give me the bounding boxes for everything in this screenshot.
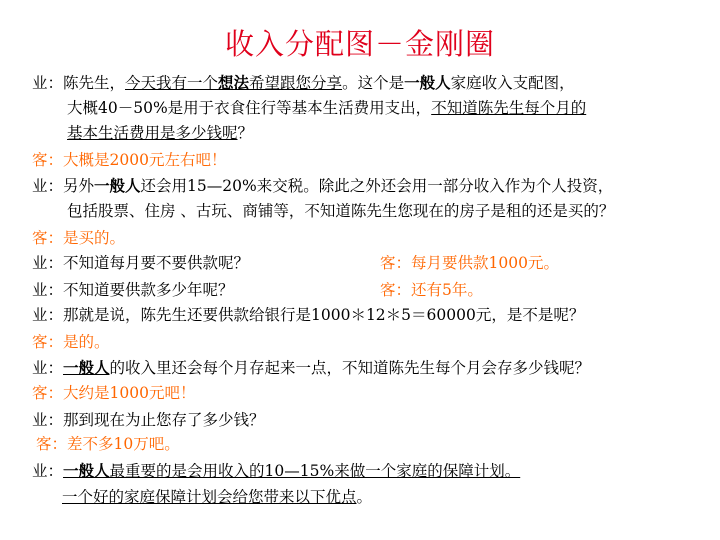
- dialog-line-8: [32, 253, 249, 273]
- dialog-line-4: [32, 150, 226, 170]
- customer-text: 客：还有5年。: [380, 281, 483, 299]
- bold-text: 一般人: [404, 73, 451, 92]
- underlined-text: 一个好的家庭保障计划会给您带来以下优点: [62, 488, 357, 506]
- bold-underlined-text: 一般人: [63, 461, 110, 480]
- slide-title: 收入分配图－金刚圈: [224, 27, 495, 61]
- bold-underlined-text: 想法: [218, 73, 250, 92]
- plain-text: 业：: [32, 359, 64, 377]
- plain-text: 家庭收入支配图，: [450, 74, 575, 92]
- plain-text: 业：另外: [32, 177, 95, 195]
- dialog-line-9: [32, 280, 234, 300]
- speaker-text: 业：陈先生，: [32, 74, 126, 92]
- dialog-line-6: [67, 201, 614, 221]
- customer-text: 客：大约是1000元吧！: [32, 384, 196, 402]
- underlined-text: 基本生活费用是多少钱呢: [67, 124, 238, 142]
- plain-text: 业：不知道每月要不要供款呢？: [32, 254, 250, 272]
- plain-text: 。: [356, 488, 373, 506]
- plain-text: 包括股票、住房 、古玩、商铺等，不知道陈先生您现在的房子是租的还是买的？: [67, 202, 615, 220]
- plain-text: 业：不知道要供款多少年呢？: [32, 281, 234, 299]
- dialog-line-5: [32, 176, 613, 196]
- dialog-line-10: [32, 305, 584, 325]
- customer-text: 客：是的。: [32, 333, 110, 351]
- bold-text: 一般人: [94, 176, 141, 195]
- plain-text: 业：那到现在为止您存了多少钱？: [32, 411, 265, 429]
- dialog-line-15: [36, 434, 180, 454]
- customer-text: 客：差不多10万吧。: [36, 435, 180, 453]
- customer-text: 客：大概是2000元左右吧！: [32, 151, 227, 169]
- plain-text: ？: [237, 124, 254, 142]
- plain-text: 大概40－50%是用于衣食住行等基本生活费用支出，: [67, 99, 432, 117]
- underlined-text: 不知道陈先生每个月的: [431, 99, 587, 117]
- dialog-line-2: [67, 98, 586, 118]
- dialog-line-7: [32, 228, 125, 248]
- dialog-line-14: [32, 410, 265, 430]
- customer-text: 客：每月要供款1000元。: [380, 254, 559, 272]
- bold-underlined-text: 一般人: [63, 358, 110, 377]
- plain-text: 业：那就是说，陈先生还要供款给银行是1000＊12＊5＝60000元，是不是呢？: [32, 306, 585, 324]
- customer-text: 客：是买的。: [32, 229, 126, 247]
- dialog-line-3: [67, 123, 253, 143]
- dialog-line-17: [62, 487, 372, 507]
- underlined-text: 今天我有一个: [125, 74, 219, 92]
- dialog-line-11: [32, 332, 110, 352]
- plain-text: 。这个是: [342, 74, 405, 92]
- dialog-line-8-reply: [380, 253, 559, 273]
- plain-text: 还会用15—20%来交税。除此之外还会用一部分收入作为个人投资，: [140, 177, 614, 195]
- plain-text: 的收入里还会每个月存起来一点，不知道陈先生每个月会存多少钱呢？: [109, 359, 591, 377]
- dialog-line-16: [32, 461, 520, 481]
- dialog-line-12: [32, 358, 590, 378]
- underlined-text: 最重要的是会用收入的10—15%来做一个家庭的保障计划。: [109, 462, 521, 480]
- dialog-line-9-reply: [380, 280, 483, 300]
- dialog-line-13: [32, 383, 195, 403]
- underlined-text: 希望跟您分享: [249, 74, 343, 92]
- plain-text: 业：: [32, 462, 64, 480]
- dialog-line-1: [32, 73, 575, 93]
